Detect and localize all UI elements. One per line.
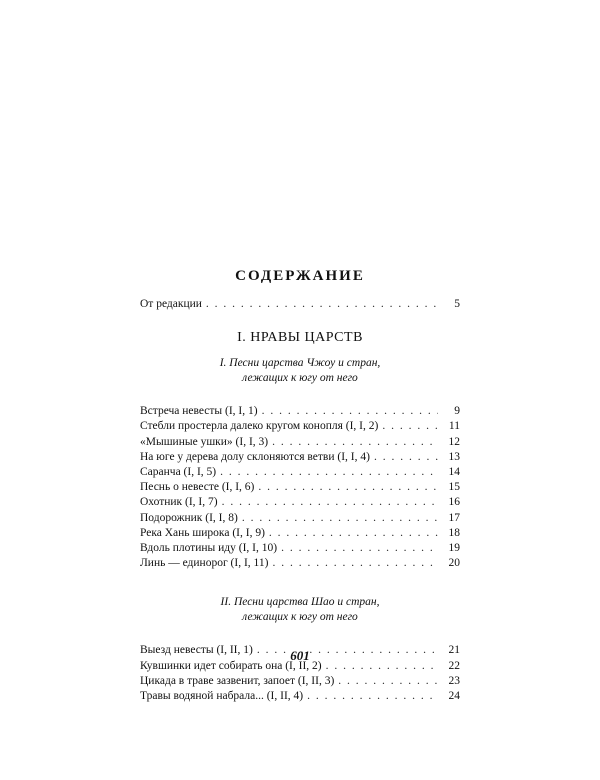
- entry-page-number: 18: [448, 526, 460, 539]
- toc-entry-editorial: [140, 297, 460, 312]
- toc-entry: [140, 556, 460, 571]
- entry-title: Цикада в траве зазвенит, запоет (I, II, 3): [140, 674, 335, 687]
- entry-title: Травы водяной набрала... (I, II, 4): [140, 690, 304, 703]
- dot-leader: [382, 419, 438, 434]
- dot-leader: [262, 404, 438, 419]
- entry-page-number: 21: [448, 644, 460, 657]
- section-heading-line: лежащих к югу от него: [242, 611, 358, 624]
- toc-entry: [140, 419, 460, 434]
- toc-entry: [140, 450, 460, 465]
- entry-page-number: 11: [448, 420, 460, 433]
- entry-title: Стебли простерла далеко кругом конопля (I, I, 2): [140, 420, 379, 433]
- entry-title: Подорожник (I, I, 8): [140, 511, 238, 524]
- entry-page-number: 12: [448, 435, 460, 448]
- entry-title: От редакции: [140, 298, 202, 310]
- entry-page-number: 16: [448, 496, 460, 509]
- entry-title: Линь — единорог (I, I, 11): [140, 557, 269, 570]
- dot-leader: [338, 674, 438, 689]
- dot-leader: [220, 465, 438, 480]
- dot-leader: [281, 541, 438, 556]
- toc-title: СОДЕРЖАНИЕ: [235, 268, 365, 284]
- entry-page-number: 20: [448, 557, 460, 570]
- dot-leader: [206, 297, 438, 312]
- toc-entry: [140, 526, 460, 541]
- entry-title: Саранча (I, I, 5): [140, 466, 217, 479]
- toc-entry: [140, 465, 460, 480]
- dot-leader: [258, 480, 438, 495]
- page-number-folio: 601: [290, 648, 310, 663]
- dot-leader: [272, 556, 438, 571]
- entry-page-number: 17: [448, 511, 460, 524]
- entry-page-number: 15: [448, 481, 460, 494]
- entry-title: На юге у дерева долу склоняются ветви (I, I, 4): [140, 450, 370, 463]
- section-heading-1: [140, 356, 460, 386]
- section-heading-line: II. Песни царства Шао и стран,: [220, 596, 380, 609]
- entry-page-number: 23: [448, 674, 460, 687]
- entry-page-number: 19: [448, 542, 460, 555]
- entry-page-number: 13: [448, 450, 460, 463]
- entry-page-number: 5: [454, 298, 460, 310]
- toc-entry: [140, 541, 460, 556]
- section-1-entries: [140, 404, 460, 571]
- dot-leader: [374, 450, 438, 465]
- toc-entry: [140, 495, 460, 510]
- entry-title: Охотник (I, I, 7): [140, 496, 218, 509]
- toc-entry: [140, 511, 460, 526]
- dot-leader: [269, 526, 438, 541]
- entry-title: Встреча невесты (I, I, 1): [140, 405, 258, 418]
- entry-title: Кувшинки идет собирать она (I, II, 2): [140, 659, 322, 672]
- entry-page-number: 14: [448, 466, 460, 479]
- section-heading-2: [140, 595, 460, 625]
- entry-page-number: 9: [454, 405, 460, 418]
- dot-leader: [222, 495, 438, 510]
- entry-page-number: 24: [448, 690, 460, 703]
- dot-leader: [307, 689, 438, 704]
- dot-leader: [272, 435, 438, 450]
- section-heading-line: лежащих к югу от него: [242, 372, 358, 385]
- dot-leader: [242, 511, 438, 526]
- toc-entry: [140, 674, 460, 689]
- entry-title: Песнь о невесте (I, I, 6): [140, 481, 255, 494]
- toc-entry: [140, 404, 460, 419]
- entry-page-number: 22: [448, 659, 460, 672]
- toc-entry: [140, 435, 460, 450]
- entry-title: Река Хань широка (I, I, 9): [140, 526, 265, 539]
- toc-entry: [140, 689, 460, 704]
- entry-title: «Мышиные ушки» (I, I, 3): [140, 435, 269, 448]
- entry-title: Вдоль плотины иду (I, I, 10): [140, 542, 278, 555]
- section-heading-line: I. Песни царства Чжоу и стран,: [219, 357, 381, 370]
- toc-entry: [140, 480, 460, 495]
- table-of-contents: [140, 268, 460, 704]
- part-heading: I. НРАВЫ ЦАРСТВ: [237, 330, 363, 346]
- entry-title: Выезд невесты (I, II, 1): [140, 644, 253, 657]
